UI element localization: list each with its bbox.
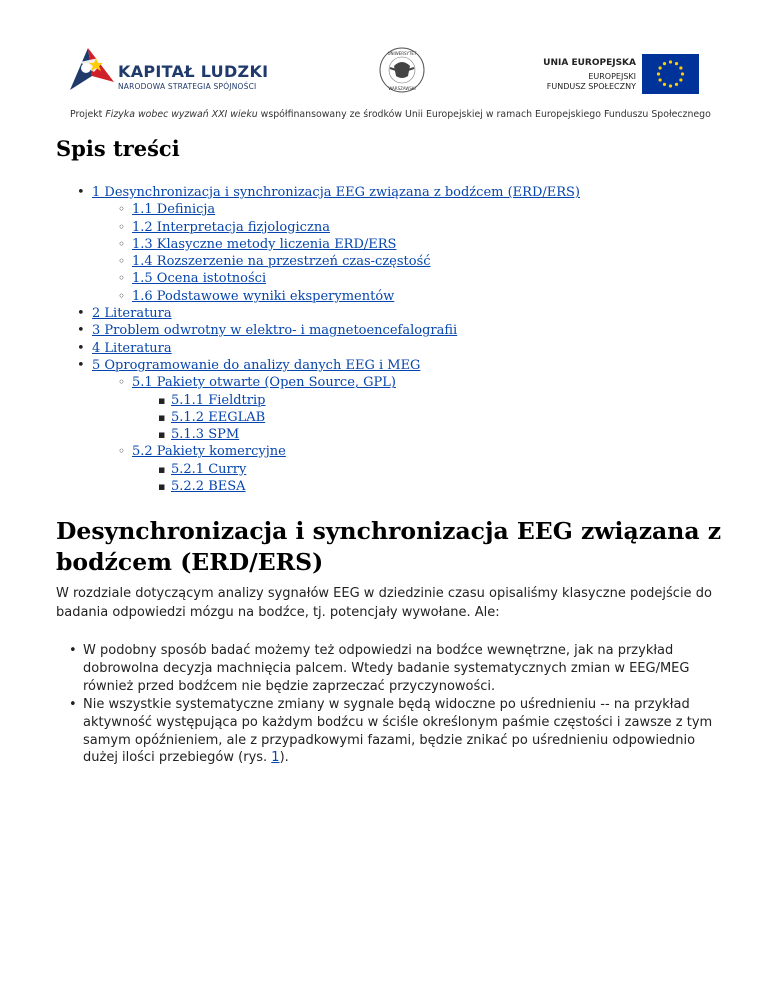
seal-text-bottom: WARSZAWSKI bbox=[388, 86, 416, 91]
toc-link-1-1[interactable]: 1.1 Definicja bbox=[132, 202, 216, 218]
body-bullet-2 bbox=[56, 696, 713, 768]
toc-link-3[interactable]: 3 Problem odwrotny w elektro- i magnetoencefalografii bbox=[92, 323, 458, 339]
toc-link-5-2[interactable]: 5.2 Pakiety komercyjne bbox=[132, 444, 286, 460]
kapital-ludzki-logo bbox=[68, 46, 116, 94]
header-banner bbox=[0, 0, 768, 130]
toc-link-1-4[interactable]: 1.4 Rozszerzenie na przestrzeń czas-częstość bbox=[132, 254, 431, 270]
body-bullet-list bbox=[56, 642, 736, 767]
toc-link-1[interactable]: 1 Desynchronizacja i synchronizacja EEG związana z bodźcem (ERD/ERS) bbox=[92, 185, 581, 200]
toc-item bbox=[56, 184, 580, 201]
intro-paragraph: W rozdziale dotyczącym analizy sygnałów EEG w dziedzinie czasu opisaliśmy klasyczne podejście do badania odpowiedzi mózgu na bodźce, tj. potencjały wywołane. Ale: bbox=[56, 586, 712, 620]
toc-link-1-2[interactable]: 1.2 Interpretacja fizjologiczna bbox=[132, 219, 330, 235]
eu-subtitle-1: EUROPEJSKI bbox=[588, 72, 636, 81]
toc-item bbox=[56, 340, 580, 357]
toc-item bbox=[56, 478, 580, 495]
toc-item bbox=[56, 409, 580, 426]
toc-heading: Spis treści bbox=[56, 136, 180, 161]
eu-flag-icon bbox=[642, 54, 699, 94]
toc-item bbox=[56, 426, 580, 443]
toc-item bbox=[56, 374, 580, 391]
toc-item bbox=[56, 201, 580, 218]
project-suffix: współfinansowany ze środków Unii Europejskiej w ramach Europejskiego Funduszu Społecznego bbox=[257, 109, 711, 120]
toc-link-4[interactable]: 4 Literatura bbox=[92, 340, 172, 356]
toc-item bbox=[56, 253, 580, 270]
toc-link-5[interactable]: 5 Oprogramowanie do analizy danych EEG i MEG bbox=[92, 357, 421, 373]
toc-item bbox=[56, 357, 580, 374]
toc-link-1-5[interactable]: 1.5 Ocena istotności bbox=[132, 271, 267, 287]
toc-link-5-1-2[interactable]: 5.1.2 EEGLAB bbox=[171, 409, 266, 425]
seal-text-top: UNIWERSYTET bbox=[387, 51, 417, 56]
eu-star-icon bbox=[663, 83, 666, 86]
toc-link-5-2-2[interactable]: 5.2.2 BESA bbox=[171, 479, 246, 495]
toc-link-5-1-3[interactable]: 5.1.3 SPM bbox=[171, 427, 240, 443]
eu-star-icon bbox=[669, 60, 672, 63]
toc-link-1-6[interactable]: 1.6 Podstawowe wyniki eksperymentów bbox=[132, 288, 395, 304]
eu-star-icon bbox=[675, 62, 678, 65]
eu-star-icon bbox=[657, 72, 660, 75]
body-bullet-2-text: Nie wszystkie systematyczne zmiany w sygnale będą widoczne po uśrednieniu -- na przykład aktywność występująca po każdym bodźcu w ściśle określonym paśmie częstości i zawsze z tym samym opóźnieniem, ale z przypadkowymi fazami, będzie znikać po uśrednieniu odpowiednio dużej ilości przebiegów (rys. bbox=[83, 696, 713, 766]
kapital-ludzki-subtitle: NARODOWA STRATEGIA SPÓJNOŚCI bbox=[118, 82, 257, 91]
project-title: Fizyka wobec wyzwań XXI wieku bbox=[105, 109, 258, 120]
project-statement bbox=[70, 109, 711, 120]
eu-star-icon bbox=[679, 78, 682, 81]
toc-item bbox=[56, 305, 580, 322]
eu-star-icon bbox=[659, 66, 662, 69]
toc-link-5-1[interactable]: 5.1 Pakiety otwarte (Open Source, GPL) bbox=[132, 375, 396, 391]
toc-item bbox=[56, 288, 580, 305]
toc-link-1-3[interactable]: 1.3 Klasyczne metody liczenia ERD/ERS bbox=[132, 236, 397, 252]
section-heading: Desynchronizacja i synchronizacja EEG związana z bodźcem (ERD/ERS) bbox=[56, 517, 722, 576]
body-bullet-1: • W podobny sposób badać możemy też odpowiedzi na bodźce wewnętrzne, jak na przykład dobrowolna decyzja machnięcia palcem. Wtedy badanie systematycznych zmian w EEG/MEG również przed bodźcem nie będzie zaprzeczać przyczynowości. bbox=[56, 642, 713, 696]
eu-star-icon bbox=[663, 62, 666, 65]
eu-subtitle-2: FUNDUSZ SPOŁECZNY bbox=[546, 82, 636, 91]
table-of-contents bbox=[56, 184, 580, 495]
eu-star-icon bbox=[679, 66, 682, 69]
figure-ref-link[interactable]: 1 bbox=[271, 750, 280, 766]
toc-link-5-2-1[interactable]: 5.2.1 Curry bbox=[171, 461, 247, 477]
toc-link-5-1-1[interactable]: 5.1.1 Fieldtrip bbox=[171, 392, 266, 408]
kapital-ludzki-title: KAPITAŁ LUDZKI bbox=[118, 62, 269, 81]
body-bullet-2-end: ). bbox=[279, 750, 289, 766]
eu-star-icon bbox=[681, 72, 684, 75]
toc-item bbox=[56, 443, 580, 460]
toc-item bbox=[56, 461, 580, 478]
toc-item bbox=[56, 236, 580, 253]
toc-item bbox=[56, 322, 580, 339]
eu-star-icon bbox=[675, 83, 678, 86]
toc-item bbox=[56, 219, 580, 236]
toc-item bbox=[56, 392, 580, 409]
eu-star-icon bbox=[659, 78, 662, 81]
eu-title: UNIA EUROPEJSKA bbox=[543, 58, 636, 68]
project-prefix: Projekt bbox=[70, 109, 106, 120]
university-seal-icon bbox=[378, 46, 426, 94]
toc-link-2[interactable]: 2 Literatura bbox=[92, 306, 172, 322]
eu-star-icon bbox=[669, 84, 672, 87]
toc-item bbox=[56, 270, 580, 287]
